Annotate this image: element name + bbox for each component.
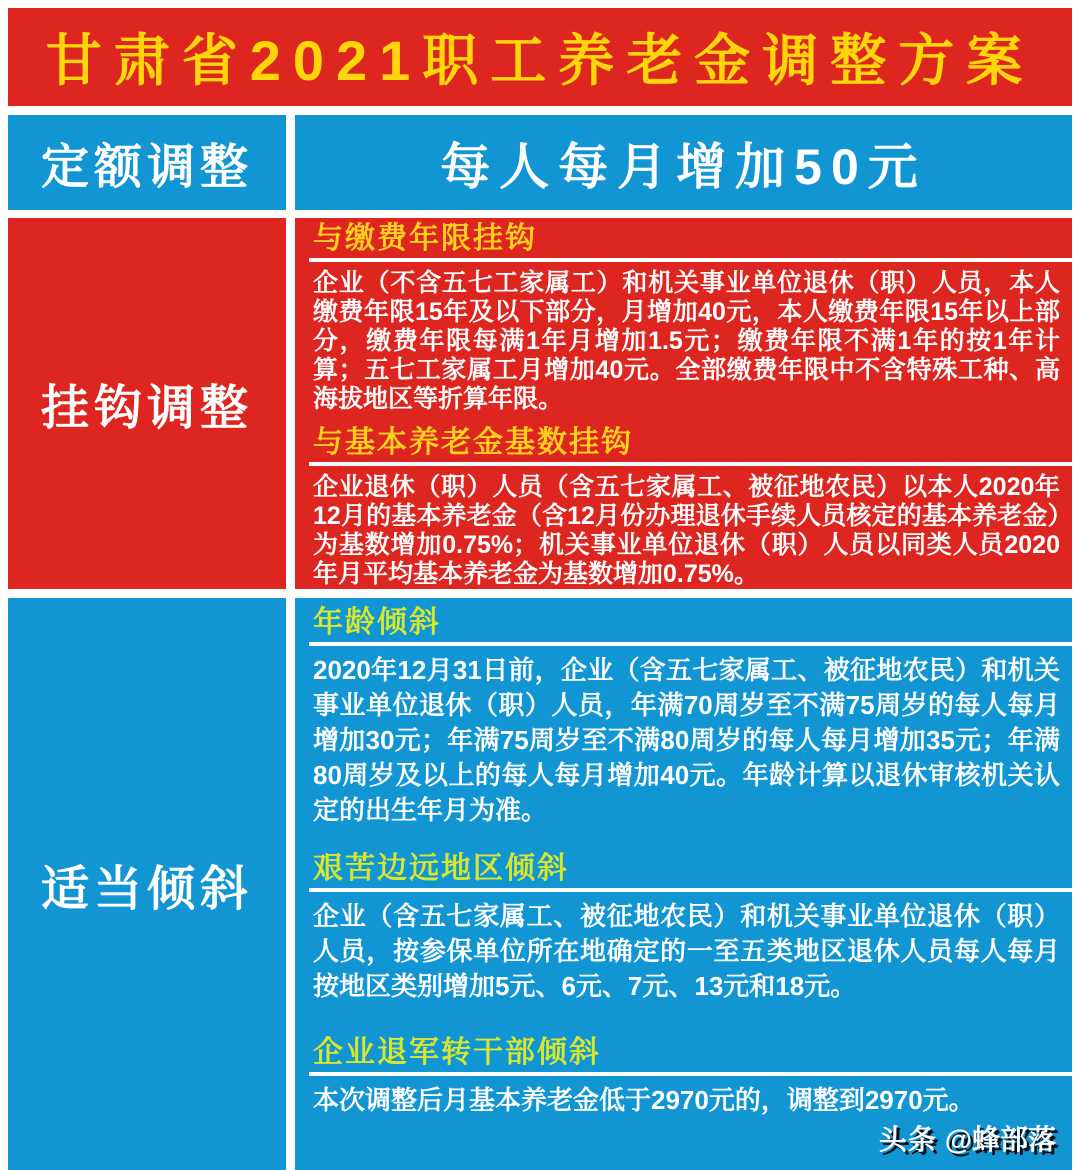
section-heading-remote-area-tilt: 艰苦边远地区倾斜 xyxy=(313,852,569,885)
section-heading-payment-years: 与缴费年限挂钩 xyxy=(313,222,537,255)
row-content-cell-tilt xyxy=(295,598,1072,1170)
row-linkage-adjustment xyxy=(8,218,1072,589)
row-label-cell-tilt xyxy=(8,598,286,1170)
section-heading-age-tilt: 年龄倾斜 xyxy=(313,606,441,639)
section-body-base-pension: 企业退休（职）人员（含五七家属工、被征地农民）以本人2020年12月的基本养老金（含12月份办理退休手续人员核定的基本养老金）为基数增加0.75%；机关事业单位退休（职）人员以同类人员2020年月平均基本养老金为基数增加0.75%。 xyxy=(313,473,1060,588)
row-label-cell-fixed xyxy=(8,115,286,210)
section-body-age-tilt: 2020年12月31日前，企业（含五七家属工、被征地农民）和机关事业单位退休（职）人员，年满70周岁至不满75周岁的每人每月增加30元；年满75周岁至不满80周岁的每人每月增加35元；年满80周岁及以上的每人每月增加40元。年龄计算以退休审核机关认定的出生年月为准。 xyxy=(313,655,1060,825)
title-banner xyxy=(8,8,1072,106)
fixed-adjustment-value: 每人每月增加50元 xyxy=(440,138,927,195)
section-heading-base-pension: 与基本养老金基数挂钩 xyxy=(313,426,633,459)
row-label-linkage: 挂钩调整 xyxy=(40,382,253,435)
watermark xyxy=(879,1118,1072,1170)
row-label-fixed: 定额调整 xyxy=(40,141,253,194)
row-tilt-adjustment xyxy=(8,598,1072,1170)
page-title: 甘肃省2021职工养老金调整方案 xyxy=(45,29,1035,92)
section-body-payment-years: 企业（不含五七工家属工）和机关事业单位退休（职）人员，本人缴费年限15年及以下部分，月增加40元，本人缴费年限15年以上部分，缴费年限每满1年月增加1.5元；缴费年限不满1年的按1年计算；五七工家属工月增加40元。全部缴费年限中不含特殊工种、高海拔地区等折算年限。 xyxy=(313,269,1060,413)
watermark-brand: 头条 xyxy=(878,1124,937,1155)
section-heading-veteran-cadre-tilt: 企业退军转干部倾斜 xyxy=(313,1036,601,1069)
row-content-cell-fixed xyxy=(295,115,1072,210)
row-label-tilt: 适当倾斜 xyxy=(40,862,253,916)
section-body-remote-area-tilt: 企业（含五七家属工、被征地农民）和机关事业单位退休（职）人员，按参保单位所在地确定的一至五类地区退休人员每人每月按地区类别增加5元、6元、7元、13元和18元。 xyxy=(313,901,1060,1001)
row-label-cell-linkage xyxy=(8,218,286,589)
watermark-handle: @蜂部落 xyxy=(944,1124,1056,1155)
row-content-cell-linkage xyxy=(295,218,1072,589)
row-fixed-adjustment xyxy=(8,115,1072,210)
section-body-veteran-cadre-tilt: 本次调整后月基本养老金低于2970元的，调整到2970元。 xyxy=(313,1085,975,1115)
